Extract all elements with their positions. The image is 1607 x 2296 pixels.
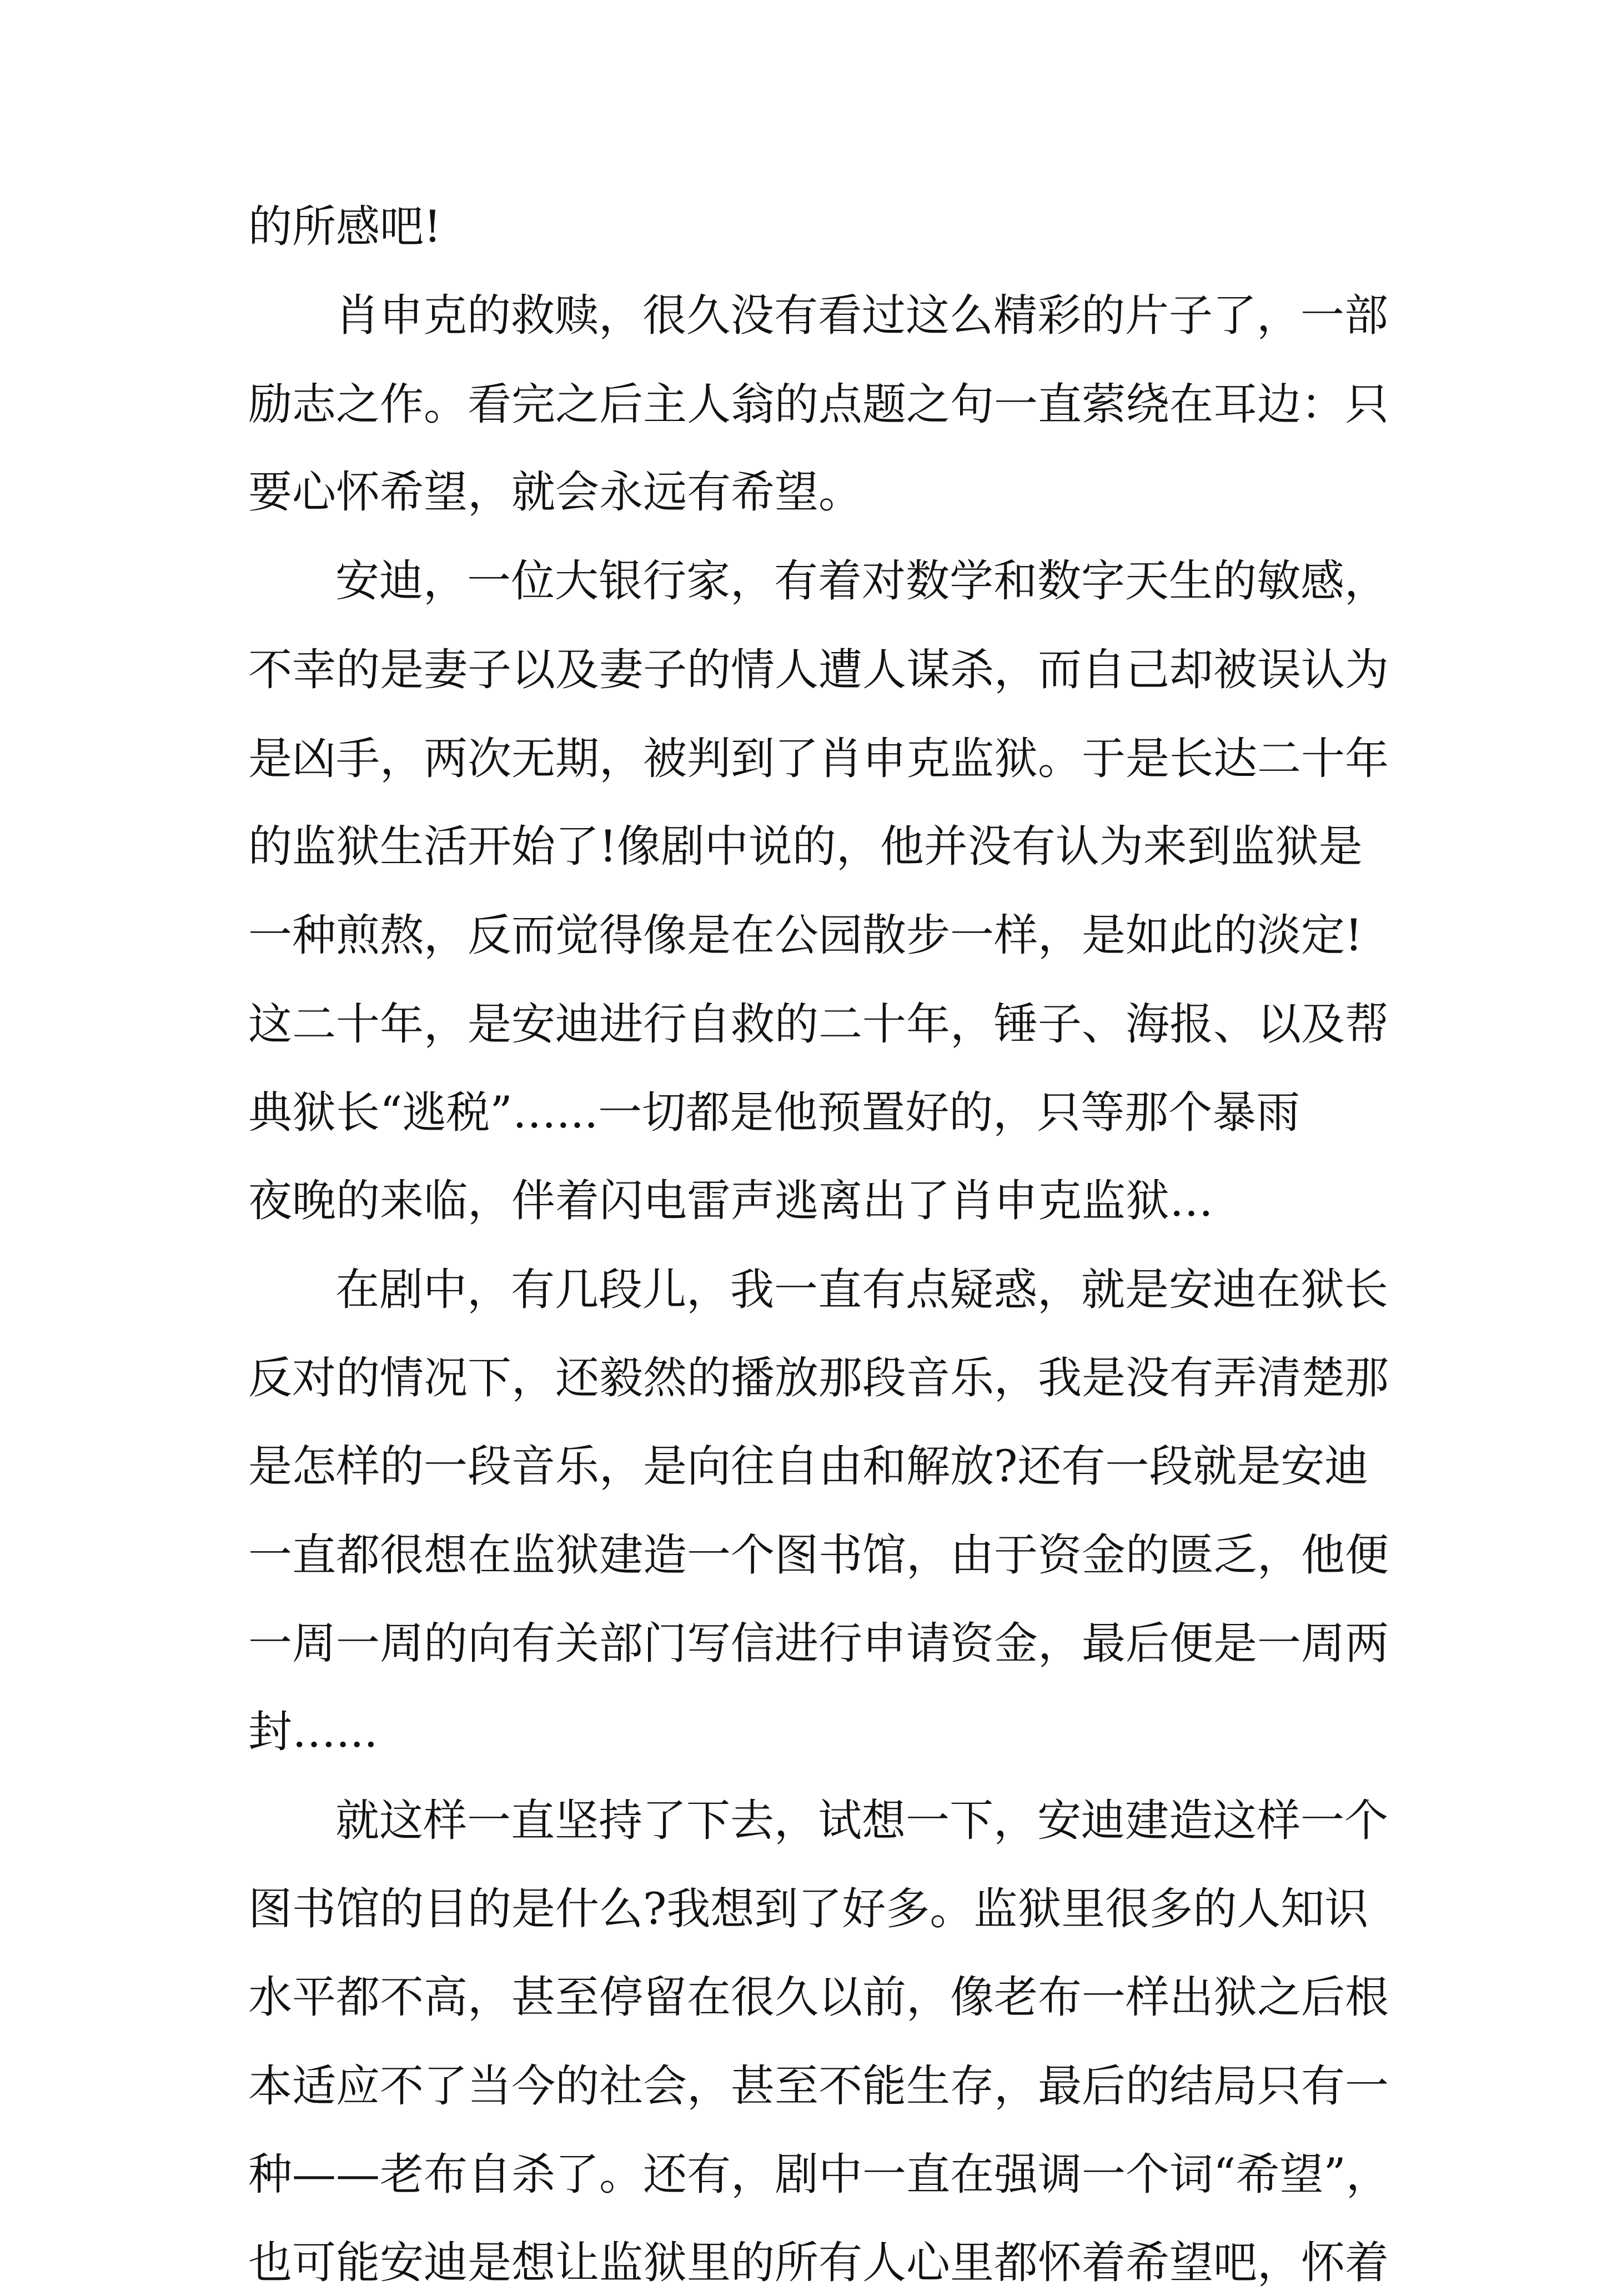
paragraph-first-line: 就这样一直坚持了下去，试想一下，安迪建造这样一个 — [335, 1795, 1388, 1846]
text-line: 是怎样的一段音乐，是向往自由和解放?还有一段就是安迪 — [248, 1441, 1369, 1492]
paragraph-first-line: 安迪，一位大银行家，有着对数学和数字天生的敏感， — [335, 555, 1388, 606]
text-line: 不幸的是妻子以及妻子的情人遭人谋杀，而自己却被误认为 — [248, 644, 1389, 695]
text-line: 一种煎熬，反而觉得像是在公园散步一样，是如此的淡定! — [248, 910, 1363, 961]
text-line: 一直都很想在监狱建造一个图书馆，由于资金的匮乏，他便 — [248, 1530, 1389, 1581]
text-line: 本适应不了当今的社会，甚至不能生存，最后的结局只有一 — [248, 2061, 1389, 2112]
text-line: 典狱长“逃税”…...一切都是他预置好的，只等那个暴雨 — [248, 1087, 1300, 1138]
text-line: 的所感吧! — [248, 201, 441, 252]
text-line: 水平都不高，甚至停留在很久以前，像老布一样出狱之后根 — [248, 1972, 1389, 2023]
text-line: 图书馆的目的是什么?我想到了好多。监狱里很多的人知识 — [248, 1883, 1369, 1934]
text-line: 的监狱生活开始了!像剧中说的，他并没有认为来到监狱是 — [248, 821, 1363, 872]
text-line: 一周一周的向有关部门写信进行申请资金，最后便是一周两 — [248, 1618, 1389, 1669]
text-line: 要心怀希望，就会永远有希望。 — [248, 467, 862, 518]
paragraph-first-line: 在剧中，有几段儿，我一直有点疑惑，就是安迪在狱长 — [335, 1264, 1388, 1315]
text-line: 这二十年，是安迪进行自救的二十年，锤子、海报、以及帮 — [248, 999, 1389, 1050]
text-line: 种——老布自杀了。还有，剧中一直在强调一个词“希望”， — [248, 2149, 1390, 2200]
text-line: 也可能安迪是想让监狱里的所有人心里都怀着希望吧，怀着 — [248, 2237, 1389, 2288]
paragraph-first-line: 肖申克的救赎，很久没有看过这么精彩的片子了，一部 — [335, 290, 1388, 341]
text-line: 夜晚的来临，伴着闪电雷声逃离出了肖申克监狱… — [248, 1175, 1213, 1226]
text-line: 封…... — [248, 1706, 378, 1757]
text-line: 反对的情况下，还毅然的播放那段音乐，我是没有弄清楚那 — [248, 1352, 1389, 1403]
text-line: 是凶手，两次无期，被判到了肖申克监狱。于是长达二十年 — [248, 733, 1389, 784]
text-line: 励志之作。看完之后主人翁的点题之句一直萦绕在耳边：只 — [248, 379, 1389, 430]
